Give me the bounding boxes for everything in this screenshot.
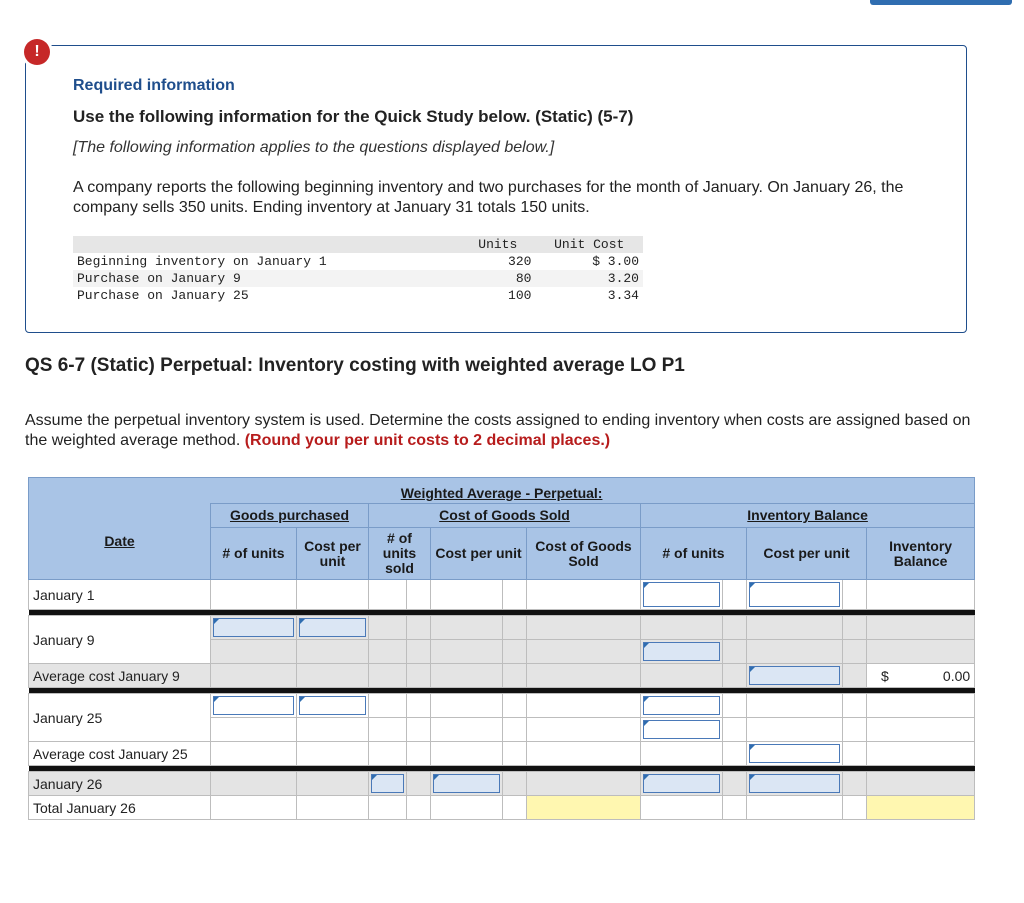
rounding-instruction: (Round your per unit costs to 2 decimal places.) bbox=[244, 432, 611, 449]
question-title: QS 6-7 (Static) Perpetual: Inventory costing with weighted average LO P1 bbox=[25, 355, 685, 376]
applies-note: [The following information applies to the questions displayed below.] bbox=[73, 139, 555, 156]
row-units: 100 bbox=[508, 288, 532, 303]
row-label: Purchase on January 9 bbox=[77, 271, 241, 286]
ib-cost-header: Cost per unit bbox=[747, 528, 867, 580]
worksheet-title: Weighted Average - Perpetual: bbox=[29, 478, 975, 504]
row-january-25-label: January 25 bbox=[29, 694, 211, 742]
alert-icon: ! bbox=[24, 39, 50, 65]
jan1-ib-units-input[interactable] bbox=[643, 582, 720, 607]
goods-purchased-header: Goods purchased bbox=[211, 504, 369, 528]
row-january-9-label: January 9 bbox=[29, 616, 211, 664]
row-cost: 3.34 bbox=[607, 288, 639, 303]
jan1-ib-cost-input[interactable] bbox=[749, 582, 840, 607]
gp-units-header: # of units bbox=[211, 528, 297, 580]
row-january-1-label: January 1 bbox=[29, 580, 211, 610]
row-average-jan-9-label: Average cost January 9 bbox=[29, 664, 211, 688]
question-instruction bbox=[25, 411, 995, 451]
ib-units-header: # of units bbox=[641, 528, 747, 580]
row-total-jan-26-label: Total January 26 bbox=[29, 796, 211, 820]
required-information-box bbox=[25, 45, 967, 333]
total-cogs-cell bbox=[527, 796, 641, 820]
jan9-gp-cost-input[interactable] bbox=[299, 618, 366, 637]
row-units: 80 bbox=[515, 271, 532, 286]
intro-paragraph: A company reports the following beginning inventory and two purchases for the month of January. On January 26, the company sells 350 units. Ending inventory at January 31 totals 150 units. bbox=[73, 179, 904, 216]
date-header: Date bbox=[29, 504, 211, 580]
avg9-ib-total bbox=[867, 664, 975, 688]
unit-cost-header: Unit Cost bbox=[554, 237, 625, 252]
instruction-text: Assume the perpetual inventory system is used. Determine the costs assigned to ending inventory when costs are assigned based on the weighted average method. bbox=[25, 412, 971, 449]
avg9-ib-cost-input[interactable] bbox=[749, 666, 840, 685]
gp-cost-header: Cost per unit bbox=[297, 528, 369, 580]
use-info-heading: Use the following information for the Quick Study below. (Static) (5-7) bbox=[73, 107, 634, 126]
jan25-gp-cost-input[interactable] bbox=[299, 696, 366, 715]
currency-symbol: $ bbox=[881, 668, 889, 684]
required-title: Required information bbox=[73, 77, 235, 94]
jan9-ib-units-input[interactable] bbox=[643, 642, 720, 661]
row-label: Purchase on January 25 bbox=[77, 288, 249, 303]
weighted-average-worksheet bbox=[28, 477, 975, 820]
avg9-balance-value: 0.00 bbox=[942, 668, 971, 684]
top-tab-indicator[interactable] bbox=[870, 0, 1012, 5]
jan25-ib-units-input-1[interactable] bbox=[643, 696, 720, 715]
jan26-ib-units-input[interactable] bbox=[643, 774, 720, 793]
inventory-balance-header: Inventory Balance bbox=[641, 504, 975, 528]
inventory-data-table bbox=[73, 236, 643, 304]
jan26-cogs-units-input[interactable] bbox=[371, 774, 404, 793]
row-cost: 3.20 bbox=[607, 271, 639, 286]
row-units: 320 bbox=[508, 254, 532, 269]
cogs-total-header: Cost of Goods Sold bbox=[527, 528, 641, 580]
jan26-cogs-cost-input[interactable] bbox=[433, 774, 500, 793]
cogs-cost-header: Cost per unit bbox=[431, 528, 527, 580]
jan26-ib-cost-input[interactable] bbox=[749, 774, 840, 793]
units-header: Units bbox=[478, 237, 518, 252]
ib-total-header: Inventory Balance bbox=[867, 528, 975, 580]
jan9-gp-units-input[interactable] bbox=[213, 618, 294, 637]
row-label: Beginning inventory on January 1 bbox=[77, 254, 327, 269]
jan25-gp-units-input[interactable] bbox=[213, 696, 294, 715]
cogs-header: Cost of Goods Sold bbox=[369, 504, 641, 528]
avg25-ib-cost-input[interactable] bbox=[749, 744, 840, 763]
row-cost: $ 3.00 bbox=[592, 254, 639, 269]
row-average-jan-25-label: Average cost January 25 bbox=[29, 742, 211, 766]
jan25-ib-units-input-2[interactable] bbox=[643, 720, 720, 739]
cogs-units-header: # of units sold bbox=[369, 528, 431, 580]
total-inventory-balance-cell bbox=[867, 796, 975, 820]
row-january-26-label: January 26 bbox=[29, 772, 211, 796]
